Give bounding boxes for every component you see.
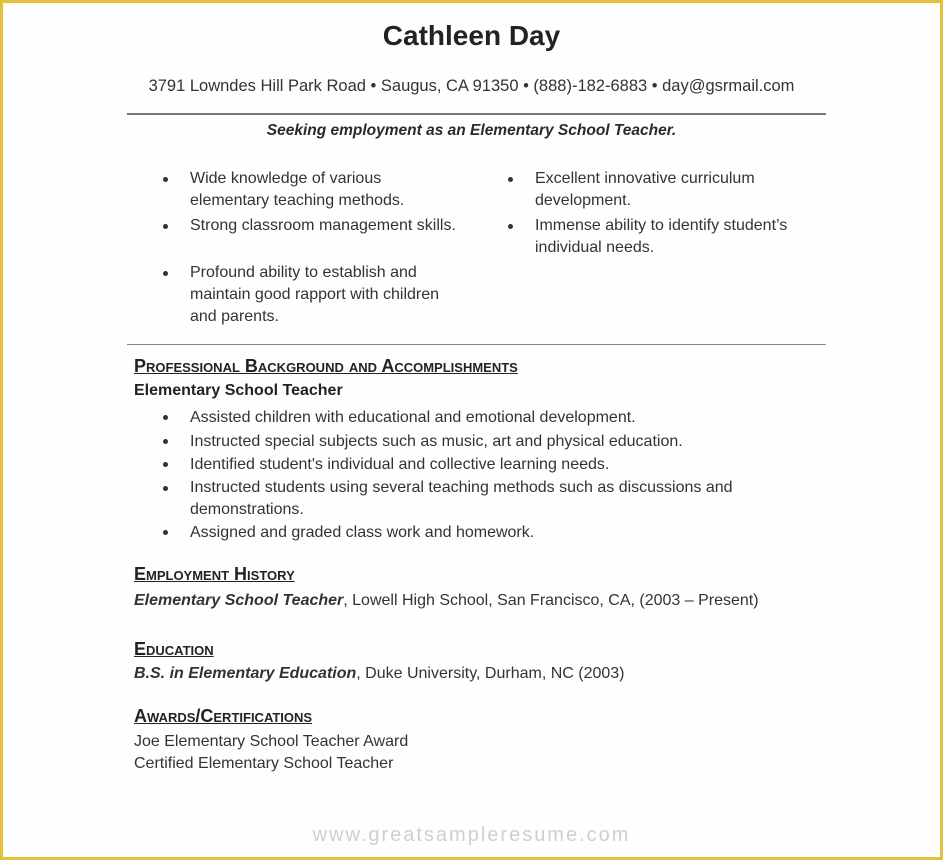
contact-info: 3791 Lowndes Hill Park Road • Saugus, CA 91350 • (888)-182-6883 • day@gsrmail.com <box>148 77 795 95</box>
divider <box>127 344 826 345</box>
degree: B.S. in Elementary Education <box>134 665 357 682</box>
list-item: Immense ability to identify student’s individual needs. <box>508 215 808 259</box>
role-title: Elementary School Teacher <box>134 382 343 399</box>
skills-right-list <box>508 168 808 259</box>
education-entry <box>134 665 625 683</box>
candidate-name: Cathleen Day <box>382 20 561 51</box>
employment-entry <box>134 592 759 610</box>
award-item: Certified Elementary School Teacher <box>134 755 394 772</box>
section-heading-awards: Awards/Certifications <box>134 706 313 726</box>
list-item: Strong classroom management skills. <box>163 215 463 237</box>
list-item: Profound ability to establish and maintain good rapport with children and parents. <box>163 262 463 328</box>
list-item: Excellent innovative curriculum development. <box>508 168 808 212</box>
list-item: Assigned and graded class work and homework. <box>163 521 783 545</box>
objective: Seeking employment as an Elementary School Teacher. <box>266 122 677 139</box>
education-details: , Duke University, Durham, NC (2003) <box>356 665 625 682</box>
section-heading-professional: Professional Background and Accomplishments <box>134 356 518 376</box>
skills-left-list <box>163 168 463 328</box>
job-title: Elementary School Teacher <box>134 592 344 609</box>
watermark: www.greatsampleresume.com <box>312 824 631 846</box>
list-item: Identified student's individual and collective learning needs. <box>163 453 783 477</box>
section-heading-education: Education <box>134 639 214 659</box>
divider <box>127 113 826 115</box>
job-details: , Lowell High School, San Francisco, CA, (2003 – Present) <box>343 592 759 609</box>
list-item: Instructed special subjects such as music, art and physical education. <box>163 430 783 454</box>
award-item: Joe Elementary School Teacher Award <box>134 733 409 750</box>
list-item: Assisted children with educational and emotional development. <box>163 406 783 430</box>
list-item: Instructed students using several teaching methods such as discussions and demonstrations. <box>163 477 783 521</box>
list-item: Wide knowledge of various elementary teaching methods. <box>163 168 463 212</box>
professional-list <box>163 406 783 544</box>
section-heading-employment: Employment History <box>134 564 295 584</box>
